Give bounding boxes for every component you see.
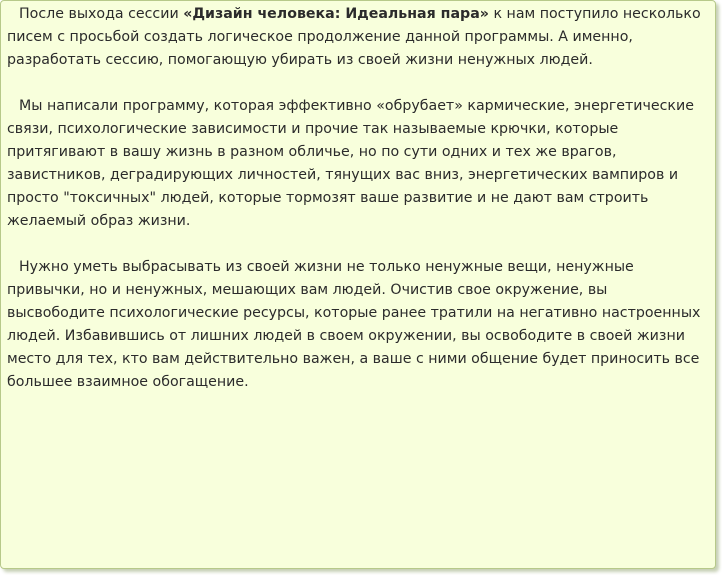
paragraph-intro-lead: После выхода сессии [19,6,184,22]
paragraph-conclusion: Нужно уметь выбрасывать из своей жизни не только ненужные вещи, ненужные привычки, но и ненужных, мешающих вам людей. Очистив свое окружение, вы высвободите психологические ресурсы, которые ранее тратили на негативно настроенных людей. Избавившись от лишних людей в своем окружении, вы освободите в своей жизни место для тех, кто вам действительно важен, а ваше с ними общение будет приносить все большее взаимное обогащение. [7,259,701,390]
session-title: «Дизайн человека: Идеальная пара» [183,6,489,22]
paragraph-program: Мы написали программу, которая эффективно «обрубает» кармические, энергетические связи, психологические зависимости и прочие так называемые крючки, которые притягивают в вашу жизнь в разном обличье, но по сути одних и тех же врагов, завистников, деградирующих личностей, тянущих вас вниз, энергетических вампиров и просто "токсичных" людей, которые тормозят ваше развитие и не дают вам строить желаемый образ жизни. [7,98,694,229]
paragraph-intro-rest: к нам поступило несколько писем с просьбой создать логическое продолжение данной программы. А именно, разработать сессию, помогающую убирать из своей жизни ненужных людей. [7,6,701,68]
paragraph-intro [7,3,708,72]
